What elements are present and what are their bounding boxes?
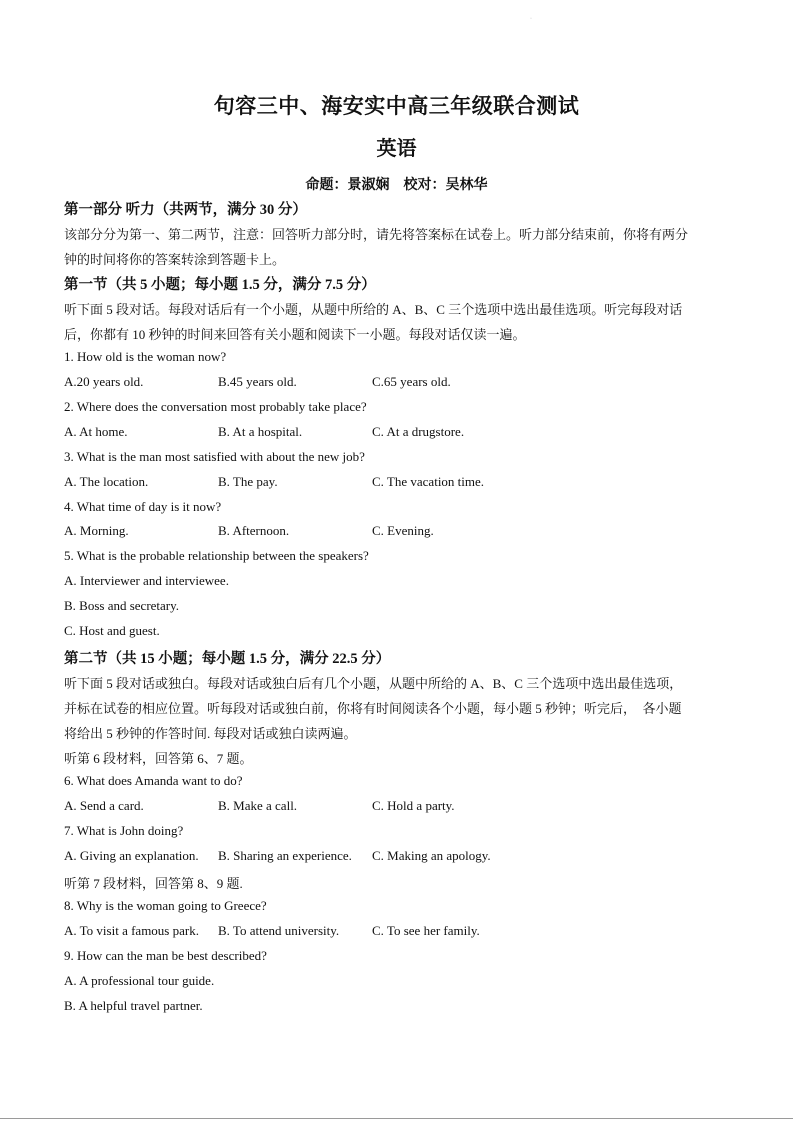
question-2-stem: 2. Where does the conversation most probably take place? (64, 399, 367, 414)
question-5-option-c: C. Host and guest. (64, 623, 160, 638)
question-9-stem: 9. How can the man be best described? (64, 948, 267, 963)
exam-subject: 英语 (376, 138, 417, 160)
question-3-stem: 3. What is the man most satisfied with about the new job? (64, 449, 365, 464)
part1-heading: 第一部分 听力（共两节，满分 30 分） (64, 202, 307, 218)
question-1-option-b: B.45 years old. (218, 374, 297, 389)
exam-title: 句容三中、海安实中高三年级联合测试 (213, 94, 580, 118)
question-6-stem: 6. What does Amanda want to do? (64, 773, 243, 788)
page-bottom-rule (0, 1118, 793, 1119)
section2-heading: 第二节（共 15 小题；每小题 1.5 分，满分 22.5 分） (64, 651, 391, 667)
section1-intro-line2: 后，你都有 10 秒钟的时间来回答有关小题和阅读下一小题。每段对话仅读一遍。 (64, 327, 526, 342)
question-7-option-a: A. Giving an explanation. (64, 848, 199, 863)
question-4-option-b: B. Afternoon. (218, 523, 290, 538)
question-1-option-a: A.20 years old. (64, 374, 144, 389)
question-3-option-a: A. The location. (64, 474, 149, 489)
question-5-option-b: B. Boss and secretary. (64, 598, 180, 613)
question-4-stem: 4. What time of day is it now? (64, 499, 222, 514)
question-2-option-c: C. At a drugstore. (372, 424, 465, 439)
question-8-option-c: C. To see her family. (372, 923, 480, 938)
question-8-stem: 8. Why is the woman going to Greece? (64, 898, 267, 913)
section2-intro-line1: 听下面 5 段对话或独白。每段对话或独白后有几个小题，从题中所给的 A、B、C 三个选项中选出最佳选项， (64, 676, 683, 691)
section1-heading: 第一节（共 5 小题；每小题 1.5 分，满分 7.5 分） (64, 277, 376, 293)
material-7-instruction: 听第 7 段材料，回答第 8、9 题. (64, 876, 243, 891)
question-3-option-b: B. The pay. (218, 474, 278, 489)
question-2-option-b: B. At a hospital. (218, 424, 303, 439)
part1-intro-line2: 钟的时间将你的答案转涂到答题卡上。 (64, 252, 286, 267)
question-9-option-a: A. A professional tour guide. (64, 973, 215, 988)
question-1-option-c: C.65 years old. (372, 374, 451, 389)
corner-mark: · (530, 16, 532, 22)
question-6-option-b: B. Make a call. (218, 798, 298, 813)
question-2-option-a: A. At home. (64, 424, 128, 439)
section1-intro-line1: 听下面 5 段对话。每段对话后有一个小题，从题中所给的 A、B、C 三个选项中选出最佳选项。听完每段对话 (64, 302, 683, 317)
question-5-option-a: A. Interviewer and interviewee. (64, 573, 229, 588)
material-6-instruction: 听第 6 段材料，回答第 6、7 题。 (64, 751, 253, 766)
question-7-option-c: C. Making an apology. (372, 848, 491, 863)
question-6-option-c: C. Hold a party. (372, 798, 455, 813)
question-9-option-b: B. A helpful travel partner. (64, 998, 203, 1013)
exam-authors: 命题：景淑娴 校对：吴林华 (305, 178, 488, 193)
section2-intro-line3: 将给出 5 秒钟的作答时间. 每段对话或独白读两遍。 (64, 726, 357, 741)
question-8-option-a: A. To visit a famous park. (64, 923, 199, 938)
question-4-option-a: A. Morning. (64, 523, 129, 538)
question-8-option-b: B. To attend university. (218, 923, 340, 938)
question-5-stem: 5. What is the probable relationship between the speakers? (64, 548, 369, 563)
question-4-option-c: C. Evening. (372, 523, 434, 538)
question-3-option-c: C. The vacation time. (372, 474, 485, 489)
question-7-option-b: B. Sharing an experience. (218, 848, 352, 863)
question-6-option-a: A. Send a card. (64, 798, 144, 813)
question-7-stem: 7. What is John doing? (64, 823, 184, 838)
section2-intro-line2: 并标在试卷的相应位置。听每段对话或独白前，你将有时间阅读各个小题，每小题 5 秒钟；听完后， 各小题 (64, 701, 682, 716)
part1-intro-line1: 该部分分为第一、第二两节，注意：回答听力部分时，请先将答案标在试卷上。听力部分结束前，你将有两分 (64, 227, 689, 242)
question-1-stem: 1. How old is the woman now? (64, 349, 227, 364)
